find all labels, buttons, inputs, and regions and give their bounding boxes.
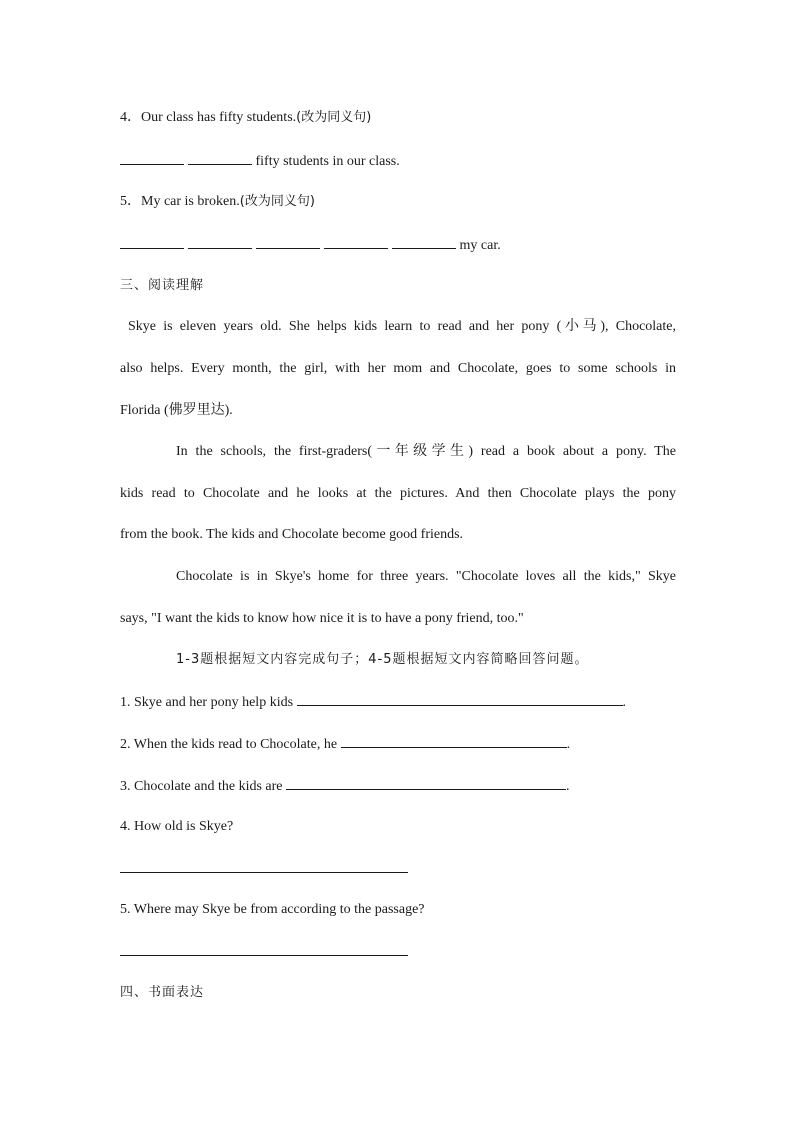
passage-line: also helps. Every month, the girl, with her mom and Chocolate, goes to some schools in	[120, 361, 676, 376]
question-text: 1. Skye and her pony help kids	[120, 695, 294, 710]
answer-blank[interactable]	[256, 234, 320, 249]
passage-line: Chocolate is in Skye's home for three years. "Chocolate loves all the kids," Skye	[176, 569, 676, 584]
passage-line: from the book. The kids and Chocolate become good friends.	[120, 527, 464, 542]
question-5-answer-tail: my car.	[459, 238, 501, 253]
question-text: 3. Chocolate and the kids are	[120, 779, 283, 794]
passage-line: In the schools, the first-graders(一年级学生) read a book about a pony. The	[176, 444, 676, 459]
question-text: 4. How old is Skye?	[120, 819, 234, 834]
question-5-number: 5．	[120, 194, 141, 209]
reading-question-5	[120, 900, 676, 920]
passage-line: kids read to Chocolate and he looks at the pictures. And then Chocolate plays the pony	[120, 486, 676, 501]
section-title-writing: 四、书面表达	[120, 985, 205, 1000]
answer-blank[interactable]	[392, 234, 456, 249]
answer-line-5[interactable]	[120, 955, 408, 956]
answer-blank[interactable]	[341, 733, 567, 748]
answer-blank[interactable]	[120, 150, 184, 165]
question-end: .	[566, 737, 571, 752]
passage-line: Florida (佛罗里达).	[120, 403, 233, 418]
answer-blank[interactable]	[297, 691, 623, 706]
question-4-number: 4．	[120, 110, 141, 125]
passage-line: says, "I want the kids to know how nice it is to have a pony friend, too."	[120, 611, 524, 626]
section-title-reading: 三、阅读理解	[120, 278, 205, 293]
passage-line: Skye is eleven years old. She helps kids learn to read and her pony (小马), Chocolate,	[128, 319, 676, 334]
answer-blank[interactable]	[324, 234, 388, 249]
reading-question-4	[120, 817, 676, 837]
answer-blank[interactable]	[286, 775, 566, 790]
question-4-sentence: Our class has fifty students.	[141, 110, 297, 125]
question-4	[120, 108, 676, 128]
answer-blank[interactable]	[188, 234, 252, 249]
answer-line-4[interactable]	[120, 872, 408, 873]
reading-question-3	[120, 775, 676, 797]
question-5-sentence: My car is broken.	[141, 194, 240, 209]
question-4-answer-tail: fifty students in our class.	[255, 154, 400, 169]
question-5	[120, 192, 676, 212]
answer-blank[interactable]	[120, 234, 184, 249]
reading-question-2	[120, 733, 676, 755]
question-text: 5. Where may Skye be from according to the passage?	[120, 902, 425, 917]
answer-blank[interactable]	[188, 150, 252, 165]
reading-question-1	[120, 691, 676, 713]
question-5-answer	[120, 234, 676, 256]
question-end: .	[622, 695, 627, 710]
question-text: 2. When the kids read to Chocolate, he	[120, 737, 338, 752]
question-4-answer	[120, 150, 676, 172]
question-4-instruction: (改为同义句)	[296, 110, 372, 125]
question-end: .	[566, 779, 570, 794]
reading-instructions: 1-3题根据短文内容完成句子；4-5题根据短文内容简略回答问题。	[176, 652, 589, 667]
question-5-instruction: (改为同义句)	[239, 194, 315, 209]
